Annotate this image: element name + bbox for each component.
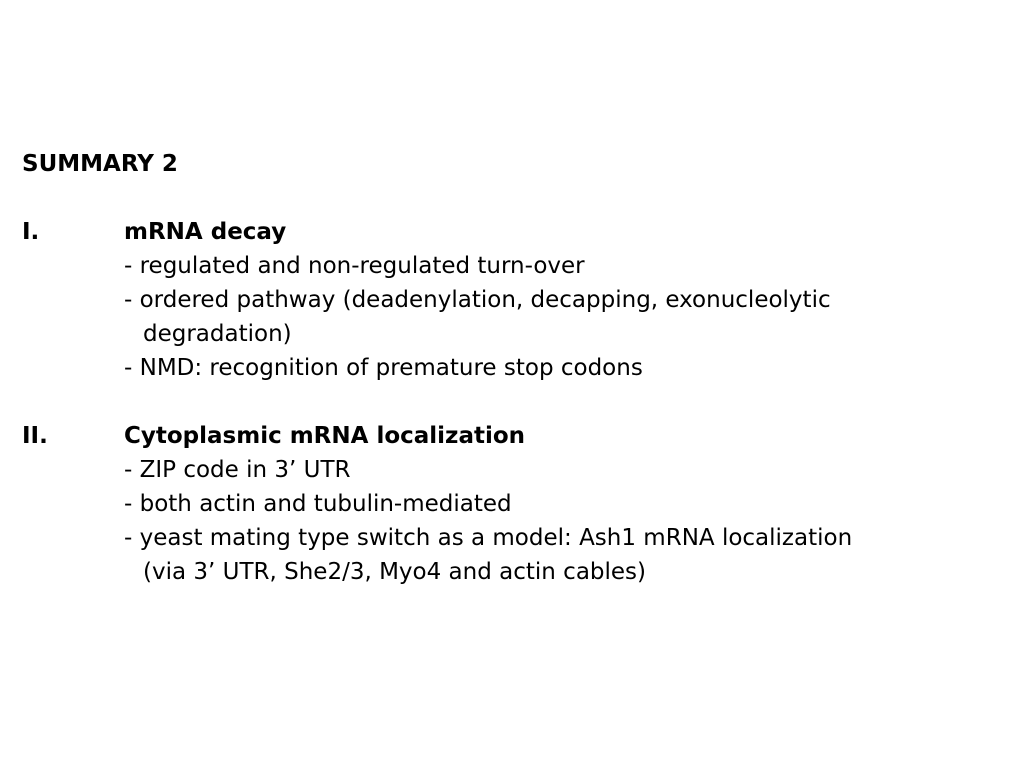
section-numeral: II. [22,423,48,449]
section-heading: mRNA decay [124,219,287,245]
bullet-line: - both actin and tubulin-mediated [124,491,512,517]
slide-title: SUMMARY 2 [22,151,178,177]
bullet-line: - regulated and non-regulated turn-over [124,253,585,279]
section-numeral: I. [22,219,40,245]
bullet-continuation: degradation) [143,321,292,347]
bullet-line: - ordered pathway (deadenylation, decapping, exonucleolytic [124,287,831,313]
bullet-continuation: (via 3’ UTR, She2/3, Myo4 and actin cables) [143,559,647,585]
bullet-line: - yeast mating type switch as a model: Ash1 mRNA localization [124,525,853,551]
bullet-line: - NMD: recognition of premature stop codons [124,355,643,381]
bullet-line: - ZIP code in 3’ UTR [124,457,351,483]
section-heading: Cytoplasmic mRNA localization [124,423,526,449]
